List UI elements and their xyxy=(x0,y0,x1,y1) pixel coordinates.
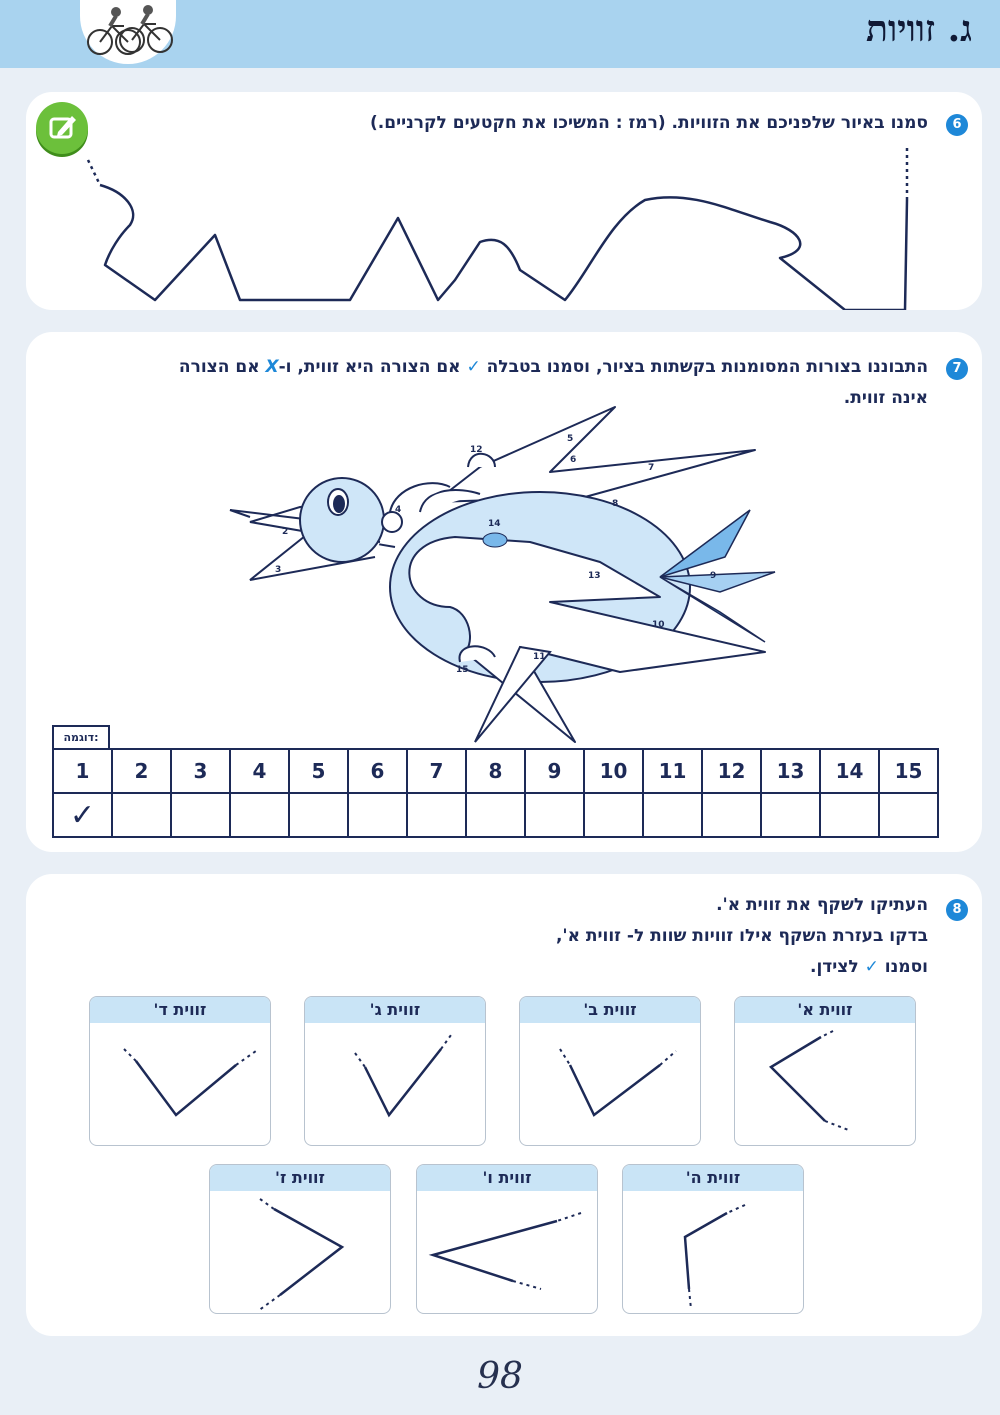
bird-label-5: 5 xyxy=(567,434,574,444)
answer-cell[interactable] xyxy=(112,793,171,837)
angle-drawing xyxy=(520,1023,701,1146)
table-header-cell: 12 xyxy=(702,749,761,793)
answer-cell[interactable] xyxy=(171,793,230,837)
angles-zigzag-drawing xyxy=(80,140,920,310)
answer-cell[interactable] xyxy=(230,793,289,837)
cyclists-icon xyxy=(80,0,176,64)
bird-label-14: 14 xyxy=(488,519,501,529)
table-header-cell: 11 xyxy=(643,749,702,793)
question-7-line1 xyxy=(179,357,928,377)
answer-cell[interactable] xyxy=(584,793,643,837)
answer-cell[interactable] xyxy=(879,793,938,837)
bird-label-4: 4 xyxy=(395,505,402,515)
page-number: 98 xyxy=(477,1356,523,1397)
angle-card-zayin[interactable] xyxy=(209,1164,391,1314)
table-header-cell: 6 xyxy=(348,749,407,793)
bird-label-12: 12 xyxy=(470,445,483,455)
table-header-cell: 1 xyxy=(53,749,112,793)
table-header-cell: 2 xyxy=(112,749,171,793)
angle-drawing xyxy=(305,1023,486,1146)
question-6-text: סמנו באיור שלפניכם את הזוויות. (רמז : המשיכו את חקטעים לקרניים.) xyxy=(370,113,928,133)
table-header-cell: 3 xyxy=(171,749,230,793)
angle-drawing xyxy=(623,1191,804,1314)
answer-cell[interactable] xyxy=(289,793,348,837)
bird-label-6: 6 xyxy=(570,455,577,465)
table-header-cell: 5 xyxy=(289,749,348,793)
question-7-line2: אינה זווית. xyxy=(843,388,928,408)
check-mark-icon: ✓ xyxy=(864,957,879,977)
question-8-number: 8 xyxy=(946,899,968,921)
table-header-cell: 9 xyxy=(525,749,584,793)
answer-cell[interactable] xyxy=(407,793,466,837)
angle-drawing xyxy=(210,1191,391,1314)
q8-line3-a: וסמנו xyxy=(884,957,928,977)
angle-title: זווית ז' xyxy=(210,1165,390,1191)
table-header-cell: 15 xyxy=(879,749,938,793)
q8-line3-b: לצידן. xyxy=(809,957,859,977)
question-7-number: 7 xyxy=(946,358,968,380)
question-8-line2: בדקו בעזרת השקף אילו זוויות שוות ל- זווית א', xyxy=(555,926,928,946)
bird-illustration xyxy=(220,402,790,747)
bird-label-7: 7 xyxy=(648,463,655,473)
angle-card-dalet[interactable] xyxy=(89,996,271,1146)
table-header-cell: 8 xyxy=(466,749,525,793)
table-header-cell: 14 xyxy=(820,749,879,793)
bird-label-3: 3 xyxy=(275,565,282,575)
x-mark-icon: X xyxy=(265,357,279,377)
angle-card-vav[interactable] xyxy=(416,1164,598,1314)
bird-label-11: 11 xyxy=(533,652,546,662)
angle-title: זווית ו' xyxy=(417,1165,597,1191)
bird-label-10: 10 xyxy=(652,620,665,630)
answer-cell[interactable]: ✓ xyxy=(53,793,112,837)
page-header xyxy=(0,0,1000,68)
angle-card-he[interactable] xyxy=(622,1164,804,1314)
bird-label-15: 15 xyxy=(456,665,469,675)
q7-text-a: התבוננו בצורות המסומנות בקשתות בציור, וסמנו בטבלה xyxy=(486,357,928,377)
angle-card-alef[interactable] xyxy=(734,996,916,1146)
answer-cell[interactable] xyxy=(348,793,407,837)
table-header-cell: 10 xyxy=(584,749,643,793)
bird-label-9: 9 xyxy=(710,571,717,581)
answer-cell[interactable] xyxy=(643,793,702,837)
answer-table xyxy=(52,748,939,838)
table-header-cell: 13 xyxy=(761,749,820,793)
answer-cell[interactable] xyxy=(525,793,584,837)
angle-card-gimel[interactable] xyxy=(304,996,486,1146)
angle-drawing xyxy=(735,1023,916,1146)
angle-card-bet[interactable] xyxy=(519,996,701,1146)
answer-cell[interactable] xyxy=(466,793,525,837)
angle-title: זווית ב' xyxy=(520,997,700,1023)
bird-label-13: 13 xyxy=(588,571,601,581)
bird-label-2: 2 xyxy=(282,527,289,537)
q7-text-b: אם הצורה היא זווית, ו- xyxy=(278,357,461,377)
example-label: דוגמה: xyxy=(52,725,110,749)
answer-cell[interactable] xyxy=(820,793,879,837)
bird-label-8: 8 xyxy=(612,499,619,509)
check-mark-icon: ✓ xyxy=(466,357,481,377)
question-8-line3 xyxy=(810,957,928,977)
q7-text-c: אם הצורה xyxy=(178,357,260,377)
page-title: ג. זוויות xyxy=(865,8,972,50)
question-6-number: 6 xyxy=(946,114,968,136)
angle-title: זווית ד' xyxy=(90,997,270,1023)
angle-title: זווית ה' xyxy=(623,1165,803,1191)
table-header-cell: 7 xyxy=(407,749,466,793)
question-8-line1: העתיקו לשקף את זווית א'. xyxy=(716,895,928,915)
angle-drawing xyxy=(417,1191,598,1314)
table-header-cell: 4 xyxy=(230,749,289,793)
angle-title: זווית א' xyxy=(735,997,915,1023)
answer-cell[interactable] xyxy=(761,793,820,837)
angle-title: זווית ג' xyxy=(305,997,485,1023)
angle-drawing xyxy=(90,1023,271,1146)
answer-cell[interactable] xyxy=(702,793,761,837)
